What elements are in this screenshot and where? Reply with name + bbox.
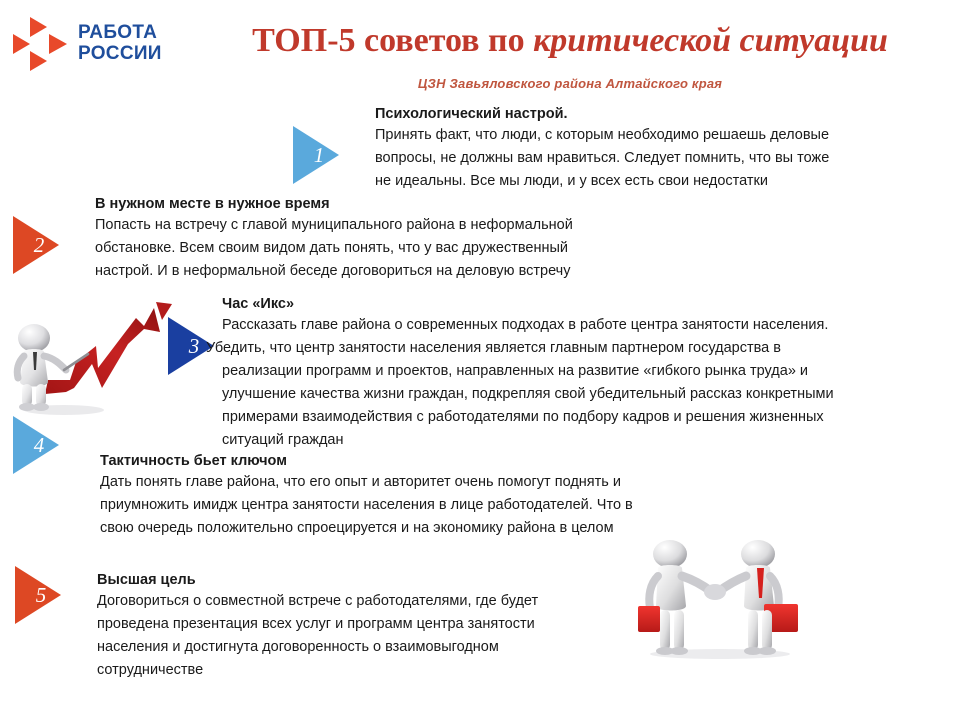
tip-block-4	[100, 453, 633, 540]
tip-line: улучшение качества жизни граждан, подкрепляя свой убедительный рассказ конкретными	[222, 386, 834, 402]
logo-line-1: РАБОТА	[78, 22, 158, 43]
tip-body-2	[95, 214, 573, 283]
left-briefcase	[638, 606, 660, 632]
header-banner	[0, 0, 960, 96]
rabota-rossii-logo-mark-icon	[12, 16, 74, 72]
left-figure-foot-2	[670, 647, 688, 655]
tip-body-5	[97, 590, 538, 682]
tip-line: вопросы, не должны вам нравиться. Следует помнить, что вы тоже	[375, 150, 830, 166]
figure-leg-right	[36, 384, 46, 406]
tip-line: проведена презентация всех услуг и программ центра занятости	[97, 616, 535, 632]
figure-leg-left	[22, 384, 32, 406]
rising-arrow-shape	[45, 308, 160, 394]
tip-line: Попасть на встречу с главой муниципального района в неформальной	[95, 217, 573, 233]
tip-number-1: 1	[313, 142, 325, 167]
tip-heading-5: Высшая цель	[97, 572, 196, 588]
tip-number-5: 5	[35, 582, 47, 607]
tip-line: Принять факт, что люди, с которым необходимо решаешь деловые	[375, 127, 830, 143]
arrow-head-shape	[156, 302, 172, 320]
page-title-plain: ТОП-5 советов по	[252, 22, 534, 59]
right-figure-leg-2	[762, 610, 772, 650]
tip-heading-2: В нужном месте в нужное время	[95, 196, 330, 212]
tip-line: Договориться о совместной встрече с работодателями, где будет	[97, 593, 539, 609]
tip-number-badge-2	[13, 216, 77, 274]
logo-line-2: РОССИИ	[78, 43, 162, 64]
tip-body-4	[100, 471, 633, 540]
tip-number-badge-5	[15, 566, 79, 624]
tip-line: свою очередь положительно спроецируется и на экономику района в целом	[100, 520, 614, 536]
clasped-hands	[704, 584, 726, 600]
tip-number-badge-1	[293, 126, 357, 184]
tip-body-3	[206, 314, 834, 452]
right-figure-foot-2	[758, 647, 776, 655]
tip-heading-1: Психологический настрой.	[375, 106, 568, 122]
tip-line: примерами взаимодействия с работодателями по подбору кадров и решения жизненных	[222, 409, 824, 425]
tip-block-3	[206, 296, 834, 452]
right-figure-head	[741, 540, 775, 568]
tip-line: реализации программ и проектов, направленных на развитие «гибкого рынка труда» и	[222, 363, 809, 379]
right-figure-leg-1	[748, 610, 758, 650]
left-figure-leg-1	[660, 610, 670, 650]
page-title-italic: критической ситуации	[533, 22, 888, 59]
left-figure-head	[653, 540, 687, 568]
tip-number-badge-4	[13, 416, 77, 474]
tip-number-4: 4	[33, 432, 45, 457]
tip-heading-3: Час «Икс»	[222, 296, 295, 312]
figure-head	[18, 324, 50, 352]
tip-line: Дать понять главе района, что его опыт и авторитет очень помогут поднять и	[100, 474, 621, 490]
page-subtitle: ЦЗН Завьяловского района Алтайского края	[417, 76, 723, 91]
figure-arm-right	[44, 356, 66, 370]
tip-line: не идеальны. Все мы люди, и у всех есть свои недостатки	[375, 173, 768, 189]
tip-heading-4: Тактичность бьет ключом	[100, 453, 287, 469]
tip-block-5	[97, 572, 538, 682]
two-figures-handshake-with-briefcases-illustration	[612, 532, 827, 662]
tip-line: Рассказать главе района о современных подходах в работе центра занятости населения.	[222, 317, 829, 333]
tip-line: настрой. И в неформальной беседе договориться на деловую встречу	[95, 263, 571, 279]
tip-line: населения и достигнута договоренность о взаимовыгодном	[97, 639, 499, 655]
tip-number-3: 3	[188, 333, 200, 358]
logo-wordmark	[78, 22, 162, 64]
tip-block-2	[95, 196, 573, 283]
figure-foot-right	[33, 403, 49, 411]
tip-line: обстановке. Всем своим видом дать понять, что у вас дружественный	[95, 240, 568, 256]
tip-number-2: 2	[33, 232, 45, 257]
tip-line: Убедить, что центр занятости населения является главным партнером государства в	[206, 340, 781, 356]
logo	[12, 16, 182, 74]
tip-block-1	[375, 106, 829, 193]
tip-line: сотрудничестве	[97, 662, 204, 678]
figure-pointing-at-rising-arrow-illustration	[4, 296, 194, 416]
left-figure-leg-2	[674, 610, 684, 650]
tip-line: приумножить имидж центра занятости населения в лице работодателей. Что в	[100, 497, 633, 513]
tip-line: ситуаций граждан	[222, 432, 344, 448]
page-title	[185, 22, 955, 60]
figure-foot-left	[19, 403, 35, 411]
tip-body-1	[375, 124, 829, 193]
